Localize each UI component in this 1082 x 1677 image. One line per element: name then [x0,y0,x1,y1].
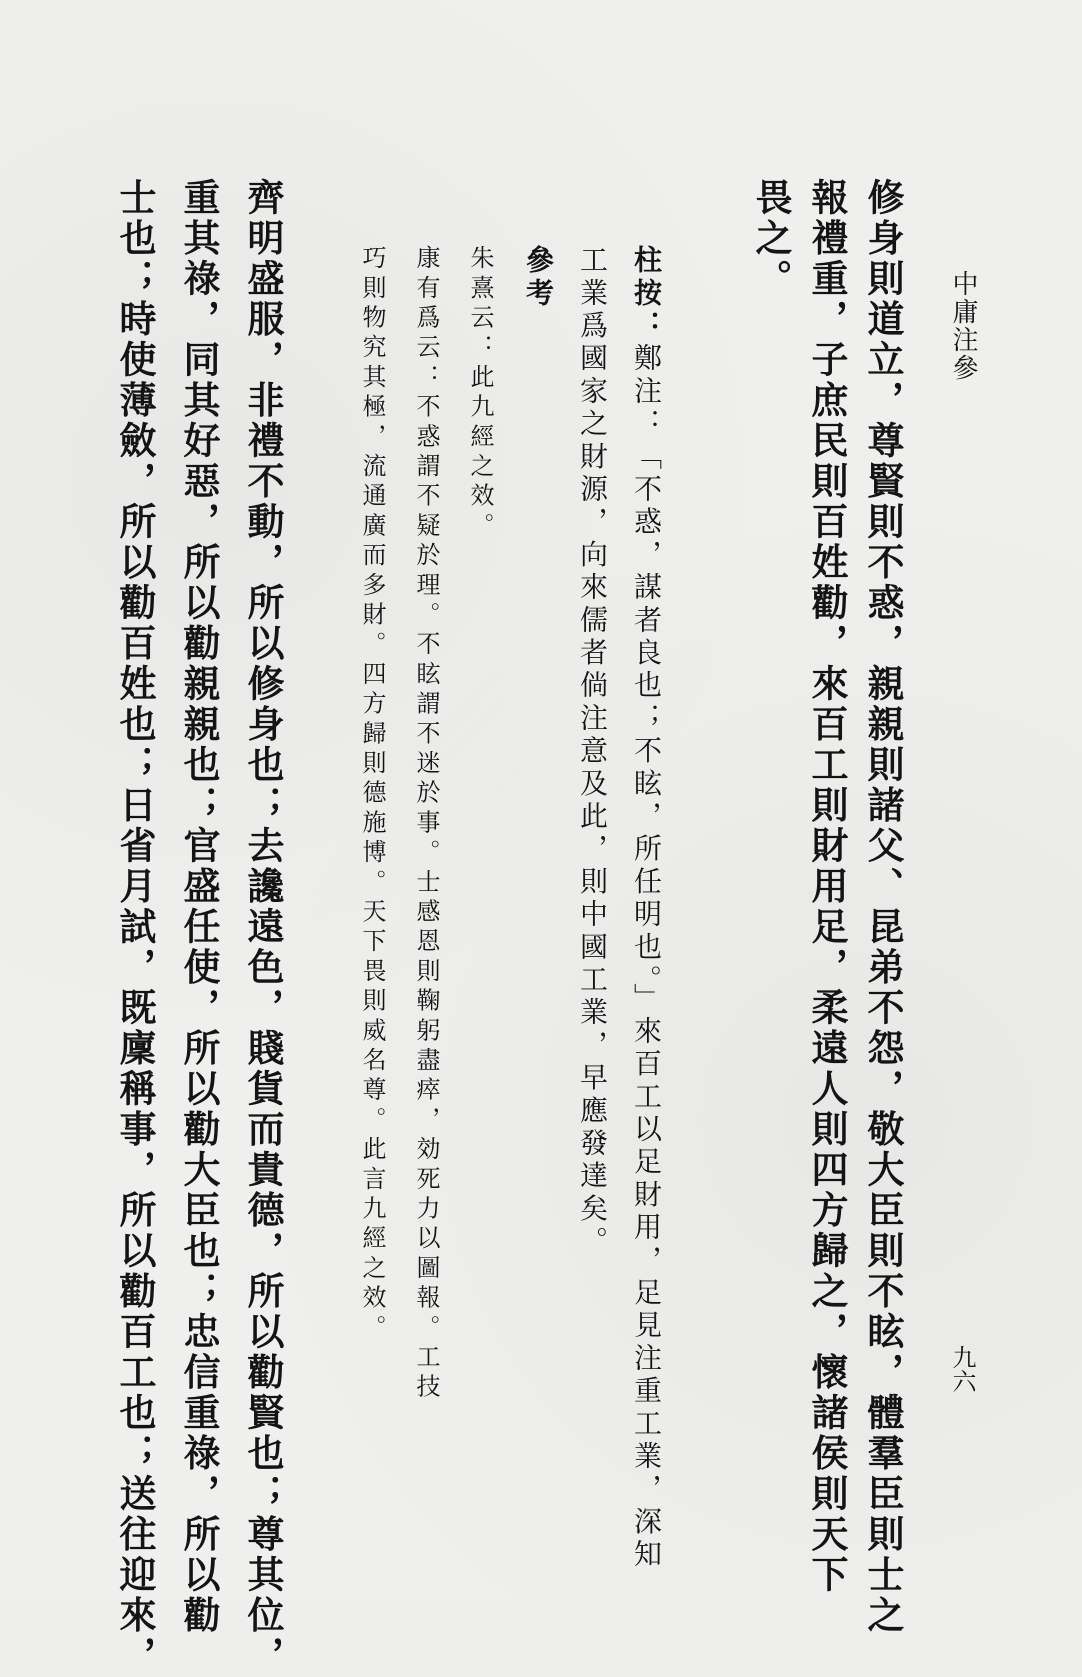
reference-kang-2: 巧則物究其極，流通廣而多財。四方歸則德施博。天下畏則威名尊。此言九經之效。 [358,245,386,1344]
text-column-2: 報禮重，子庶民則百姓勸，來百工則財用足，柔遠人則四方歸之，懷諸侯則天下 [805,178,849,1596]
reference-heading: 參考 [522,245,555,311]
text-column-5: 重其祿，同其好惡，所以勸親親也；官盛任使，所以勸大臣也；忠信重祿，所以勸 [177,178,221,1636]
commentary-column-2: 工業爲國家之財源，向來儒者倘注意及此，則中國工業，早應發達矣。 [576,245,609,1259]
page-number: 九六 [948,1345,976,1393]
reference-zhu-xi: 朱熹云：此九經之效。 [466,245,494,542]
commentary-label: 柱按： [630,245,663,344]
text-column-6: 士也；時使薄斂，所以勸百姓也；日省月試，既廩稱事，所以勸百工也；送往迎來， [113,178,157,1677]
commentary-text: 鄭注：「不惑，謀者良也；不眩，所任明也。」來百工以足財用，足見注重工業，深知 [630,343,663,1572]
running-header: 中庸注參 [948,270,978,382]
text-column-1: 修身則道立，尊賢則不惑，親親則諸父、昆弟不怨，敬大臣則不眩，體羣臣則士之 [861,178,905,1636]
commentary-column-1 [630,245,663,1572]
reference-kang-1: 康有爲云：不惑謂不疑於理。不眩謂不迷於事。士感恩則鞠躬盡瘁，効死力以圖報。工技 [412,245,440,1404]
text-column-3: 畏之。 [749,178,793,300]
text-column-4: 齊明盛服，非禮不動，所以修身也；去讒遠色，賤貨而貴德，所以勸賢也；尊其位， [241,178,285,1677]
